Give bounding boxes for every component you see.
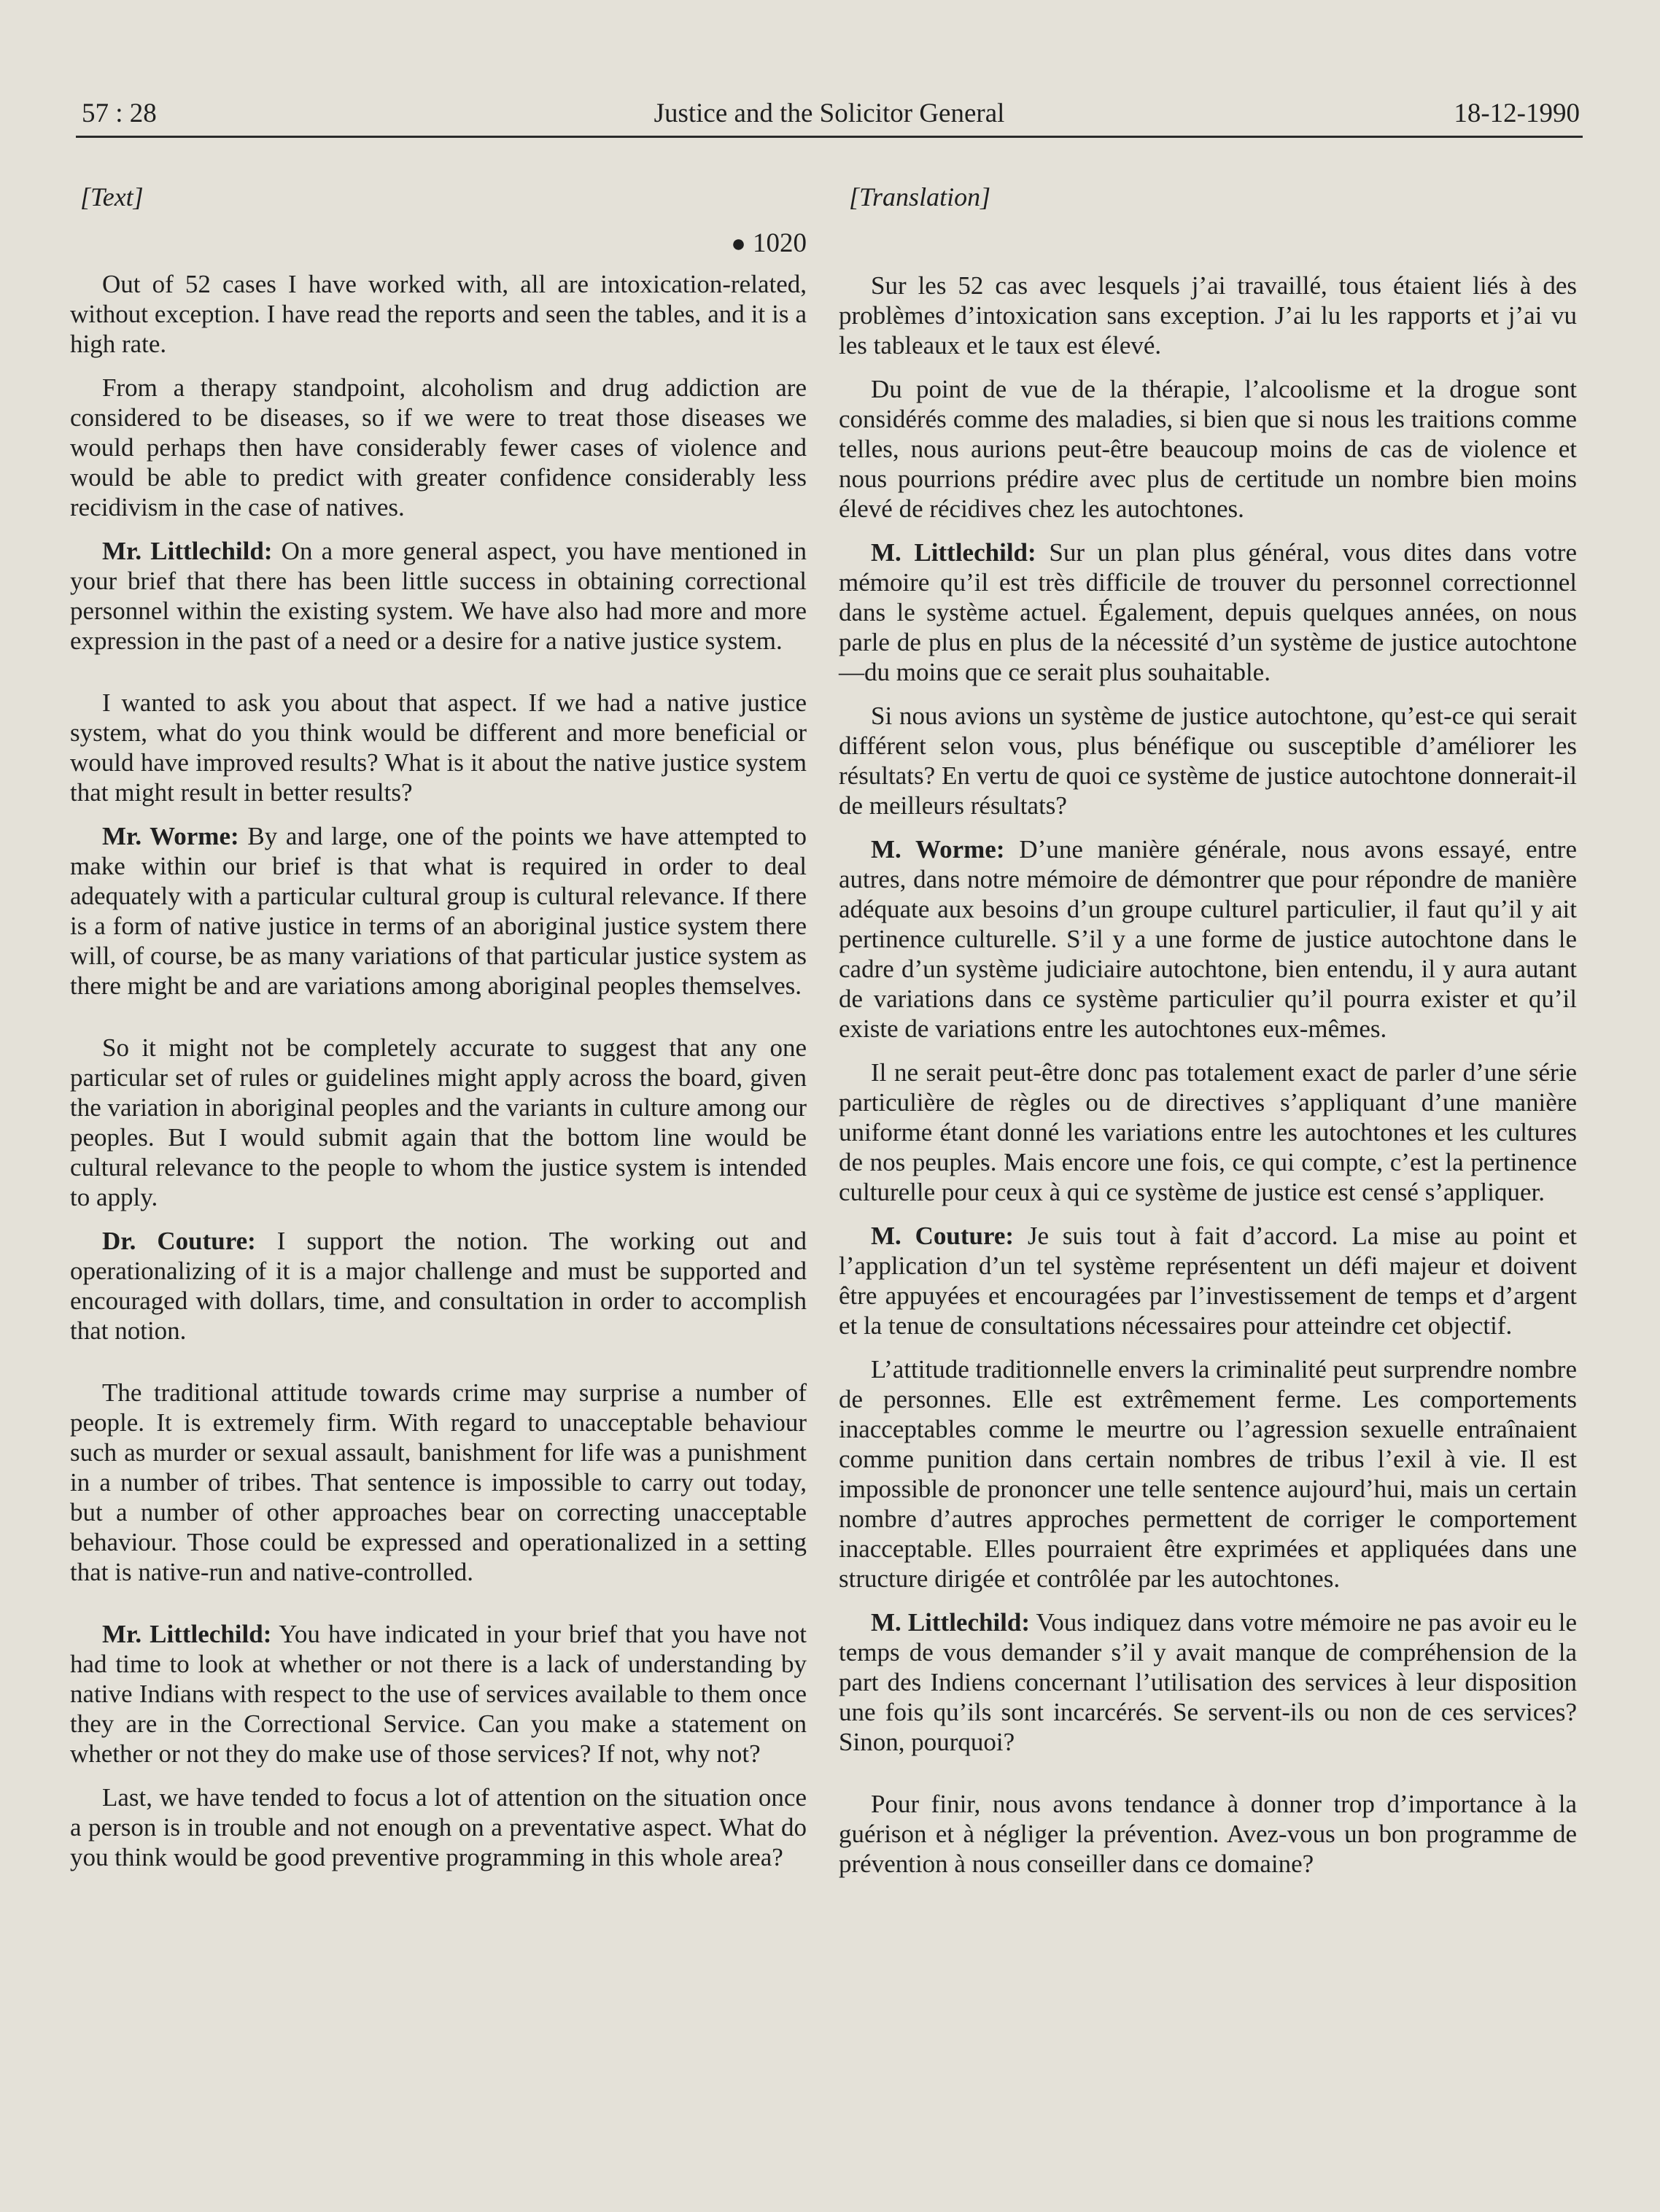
en-paragraph-1: Out of 52 cases I have worked with, all are intoxication-related, without exception. I have read the reports and seen the tables, and it is a high rate. bbox=[70, 270, 807, 358]
speech-text: Vous indiquez dans votre mémoire ne pas avoir eu le temps de vous demander s’il y avait manque de compréhension de la part des Indiens concernant l’utilisation des services à leur disposition une fois qu’ils sont incarcérés. Se servent-ils ou non de ces services? Sinon, pourquoi? bbox=[839, 1608, 1577, 1756]
speaker-name: M. Worme: bbox=[871, 835, 1005, 864]
fr-paragraph-6: Il ne serait peut-être donc pas totalement exact de parler d’une série particulière de règles ou de directives s’appliquant d’une manière uniforme étant donné les variations entre les autochtones et les cultures de nos peuples. Mais encore une fois, ce qui compte, c’est la pertinence culturelle pour ceux à qui ce système de justice est censé s’appliquer. bbox=[839, 1058, 1577, 1206]
column-spacer bbox=[839, 231, 1577, 271]
en-paragraph-9 bbox=[70, 1619, 807, 1769]
speaker-name: Dr. Couture: bbox=[102, 1227, 256, 1255]
fr-paragraph-5 bbox=[839, 834, 1577, 1044]
english-column bbox=[70, 182, 807, 1886]
french-heading: [Translation] bbox=[849, 182, 991, 212]
fr-paragraph-4: Si nous avions un système de justice autochtone, qu’est-ce qui serait différent selon vous, plus bénéfique ou susceptible d’améliorer les résultats? En vertu de quoi ce système de justice autochtone donnerait-il de meilleurs résultats? bbox=[839, 702, 1577, 820]
en-paragraph-6: So it might not be completely accurate to suggest that any one particular set of rules or guidelines might apply across the board, given the variation in aboriginal peoples and the variants in culture among our peoples. But I would submit again that the bottom line would be cultural relevance to the people to whom the justice system is intended to apply. bbox=[70, 1033, 807, 1211]
fr-paragraph-8: L’attitude traditionnelle envers la criminalité peut surprendre nombre de personnes. Elle est extrêmement ferme. Les comportements inacceptables comme le meurtre ou l’agression sexuelle entraînaient comme punition dans certain nombres de tribus l’exil à vie. Il est impossible de prononcer une telle sentence aujourd’hui, mais un certain nombre d’autres approches permettent de corriger le comportement inacceptable. Elles pourraient être exprimées et appliquées dans une structure dirigée et contrôlée par les autochtones. bbox=[839, 1355, 1577, 1593]
speech-text: On a more general aspect, you have mentioned in your brief that there has been little success in obtaining correctional personnel within the existing system. We have also had more and more expression in the past of a need or a desire for a native justice system. bbox=[70, 537, 807, 655]
page-number: 57 : 28 bbox=[82, 98, 157, 128]
bullet-icon: ● bbox=[731, 230, 746, 257]
speaker-name: Mr. Worme: bbox=[102, 822, 239, 850]
header-date: 18-12-1990 bbox=[1454, 98, 1580, 128]
speech-text: Je suis tout à fait d’accord. La mise au point et l’application d’un tel système représentent un défi majeur et doivent être appuyées et encouragées par l’investissement de temps et d’argent et la tenue de consultations nécessaires pour atteindre cet objectif. bbox=[839, 1222, 1578, 1340]
fr-paragraph-3 bbox=[839, 538, 1577, 687]
fr-paragraph-7 bbox=[839, 1221, 1577, 1340]
fr-paragraph-1: Sur les 52 cas avec lesquels j’ai travaillé, tous étaient liés à des problèmes d’intoxication sans exception. J’ai lu les rapports et j’ai vu les tableaux et le taux est élevé. bbox=[839, 271, 1577, 360]
french-column bbox=[839, 182, 1577, 1893]
speaker-name: M. Littlechild: bbox=[871, 538, 1036, 567]
en-paragraph-8: The traditional attitude towards crime may surprise a number of people. It is extremely firm. With regard to unacceptable behaviour such as murder or sexual assault, banishment for life was a punishment in a number of tribes. That sentence is impossible to carry out today, but a number of other approaches bear on correcting unacceptable behaviour. Those could be expressed and operationalized in a setting that is native-run and native-controlled. bbox=[70, 1378, 807, 1586]
fr-paragraph-2: Du point de vue de la thérapie, l’alcoolisme et la drogue sont considérés comme des maladies, si bien que si nous les traitions comme telles, nous aurions peut-être beaucoup moins de cas de violence et nous pourrions prédire avec plus de certitude un nombre bien moins élevé de récidives chez les autochtones. bbox=[839, 375, 1577, 523]
en-paragraph-7 bbox=[70, 1226, 807, 1346]
speech-text: D’une manière générale, nous avons essayé, entre autres, dans notre mémoire de démontrer que pour répondre de manière adéquate aux besoins d’un groupe culturel particulier, il faut qu’il y ait pertinence culturelle. S’il y a une forme de justice autochtone dans le cadre d’un système judiciaire autochtone, bien entendu, il y aura autant de variations dans ce système particulier qu’il pourra exister et qu’il existe de variations entre les autochtones eux-mêmes. bbox=[839, 835, 1577, 1043]
time-marker bbox=[70, 228, 807, 259]
speech-text: I support the notion. The working out and operationalizing of it is a major challenge and must be supported and encouraged with dollars, time, and consultation in order to accomplish that notion. bbox=[70, 1227, 807, 1345]
speaker-name: M. Littlechild: bbox=[871, 1608, 1031, 1637]
speaker-name: Mr. Littlechild: bbox=[102, 537, 273, 565]
speaker-name: Mr. Littlechild: bbox=[102, 1620, 272, 1648]
speech-text: Sur un plan plus général, vous dites dans votre mémoire qu’il est très difficile de trouver du personnel correctionnel dans le système actuel. Également, depuis quelques années, on nous parle de plus en plus de la nécessité d’un système de justice autochtone—du moins que ce serait plus souhaitable. bbox=[839, 538, 1577, 686]
en-paragraph-5 bbox=[70, 821, 807, 1001]
fr-paragraph-9 bbox=[839, 1607, 1577, 1757]
english-heading: [Text] bbox=[80, 182, 144, 212]
en-paragraph-3 bbox=[70, 536, 807, 656]
fr-paragraph-10: Pour finir, nous avons tendance à donner trop d’importance à la guérison et à négliger la prévention. Avez-vous un bon programme de prévention à nous conseiller dans ce domaine? bbox=[839, 1790, 1577, 1878]
speech-text: You have indicated in your brief that you have not had time to look at whether or not there is a lack of understanding by native Indians with respect to the use of services available to them once they are in the Correctional Service. Can you make a statement on whether or not they do make use of those services? If not, why not? bbox=[70, 1620, 807, 1768]
en-paragraph-2: From a therapy standpoint, alcoholism and drug addiction are considered to be diseases, so if we were to treat those diseases we would perhaps then have considerably fewer cases of violence and would be able to predict with greater confidence considerably less recidivism in the case of natives. bbox=[70, 373, 807, 521]
time-marker-value: 1020 bbox=[753, 228, 807, 258]
en-paragraph-10: Last, we have tended to focus a lot of attention on the situation once a person is in trouble and not enough on a preventative aspect. What do you think would be good preventive programming in this whole area? bbox=[70, 1783, 807, 1871]
running-header bbox=[76, 93, 1583, 138]
speaker-name: M. Couture: bbox=[871, 1222, 1015, 1250]
publication-title: Justice and the Solicitor General bbox=[653, 98, 1005, 128]
speech-text: By and large, one of the points we have attempted to make within our brief is that what is required in order to deal adequately with a particular cultural group is cultural relevance. If there is a form of native justice in terms of an aboriginal justice system there will, of course, be as many variations of that particular justice system as there might be and are variations among aboriginal peoples themselves. bbox=[70, 822, 807, 1000]
en-paragraph-4: I wanted to ask you about that aspect. If we had a native justice system, what do you think would be different and more beneficial or would have improved results? What is it about the native justice system that might result in better results? bbox=[70, 688, 807, 807]
